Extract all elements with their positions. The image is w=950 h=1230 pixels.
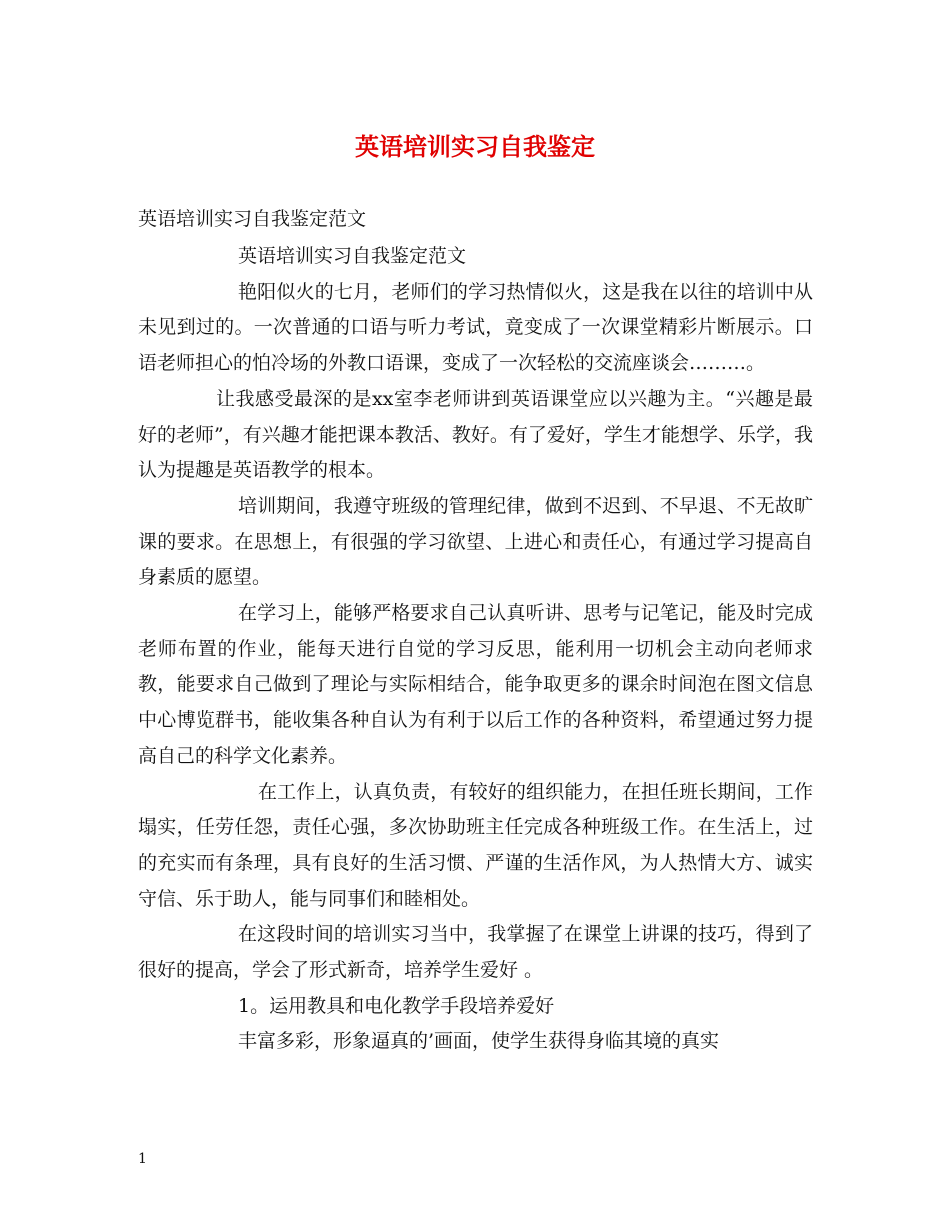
- paragraph-intro: 艳阳似火的七月，老师们的学习热情似火，这是我在以往的培训中从未见到过的。一次普通的口语与听力考试，竟变成了一次课堂精彩片断展示。口语老师担心的怕冷场的外教口语课，变成了一次轻松的交流座谈会………。: [138, 280, 813, 375]
- paragraph-visual-aids: 丰富多彩，形象逼真的’画面，使学生获得身临其境的真实: [238, 1030, 720, 1053]
- paragraph-heading: 英语培训实习自我鉴定范文: [238, 245, 467, 267]
- paragraph-list-item-1: 1。运用教具和电化教学手段培养爱好: [238, 994, 555, 1017]
- paragraph-work: 在工作上，认真负责，有较好的组织能力，在担任班长期间，工作塌实，任劳任怨，责任心强，多次协助班主任完成各种班级工作。在生活上，过的充实而有条理，具有良好的生活习惯、严谨的生活作风，为人热情大方、诚实守信、乐于助人，能与同事们和睦相处。: [138, 780, 813, 910]
- paragraph-discipline: 培训期间，我遵守班级的管理纪律，做到不迟到、不早退、不无故旷课的要求。在思想上，有很强的学习欲望、上进心和责任心，有通过学习提高自身素质的愿望。: [138, 494, 813, 589]
- document-subtitle: 英语培训实习自我鉴定范文: [138, 208, 367, 230]
- paragraph-skills: 在这段时间的培训实习当中，我掌握了在课堂上讲课的技巧，得到了很好的提高，学会了形式新奇，培养学生爱好 。: [138, 923, 813, 982]
- page-number: 1: [138, 1151, 147, 1167]
- document-title: 英语培训实习自我鉴定: [355, 132, 595, 161]
- paragraph-interest: 让我感受最深的是xx室李老师讲到英语课堂应以兴趣为主。“兴趣是最好的老师”，有兴趣才能把课本教活、教好。有了爱好，学生才能想学、乐学，我认为提趣是英语教学的根本。: [138, 387, 813, 482]
- paragraph-study: 在学习上，能够严格要求自己认真听讲、思考与记笔记，能及时完成老师布置的作业，能每天进行自觉的学习反思，能利用一切机会主动向老师求教，能要求自己做到了理论与实际相结合，能争取更多的课余时间泡在图文信息中心博览群书，能收集各种自认为有利于以后工作的各种资料，希望通过努力提高自己的科学文化素养。: [138, 602, 813, 767]
- document-body: [138, 239, 813, 1060]
